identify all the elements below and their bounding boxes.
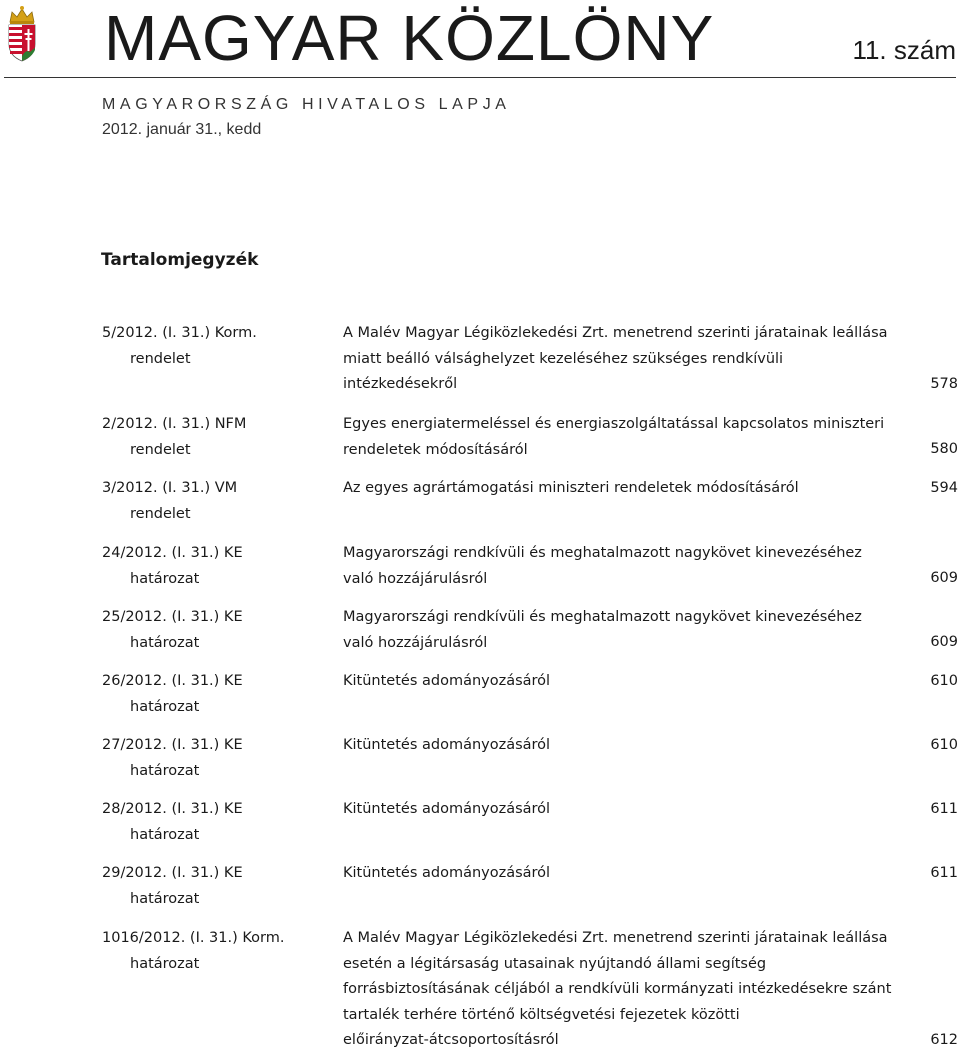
publication-subtitle: MAGYARORSZÁG HIVATALOS LAPJA	[102, 96, 511, 113]
toc-entry-number: 29/2012. (I. 31.) KE	[102, 865, 243, 881]
toc-heading: Tartalomjegyzék	[101, 250, 259, 270]
toc-entry-page: 580	[930, 441, 958, 457]
toc-entry-kind: határozat	[130, 570, 200, 587]
toc-entry-page: 611	[930, 801, 958, 817]
toc-entry-number: 25/2012. (I. 31.) KE	[102, 609, 243, 625]
toc-entry-page: 609	[930, 634, 958, 650]
toc-entry-title: Magyarországi rendkívüli és meghatalmazott nagykövet kinevezéséhez való hozzájárulásról	[343, 609, 862, 651]
toc-entry-kind: határozat	[130, 955, 200, 972]
toc-entry-title: Magyarországi rendkívüli és meghatalmazott nagykövet kinevezéséhez való hozzájárulásról	[343, 545, 862, 587]
toc-entry-type	[102, 476, 322, 527]
toc-entry-title: Egyes energiatermeléssel és energiaszolgáltatással kapcsolatos miniszteri rendeletek módosításáról	[343, 416, 885, 458]
toc-entry-title: A Malév Magyar Légiközlekedési Zrt. menetrend szerinti járatainak leállása miatt beálló válsághelyzet kezeléséhez szükséges rendkívüli intézkedésekről	[343, 325, 888, 392]
toc-entry-number: 5/2012. (I. 31.) Korm.	[102, 325, 257, 341]
toc-entry-title: Kitüntetés adományozásáról	[343, 801, 551, 817]
toc-entry-title: Kitüntetés adományozásáról	[343, 673, 551, 689]
toc-entry-page: 612	[930, 1032, 958, 1048]
publication-date: 2012. január 31., kedd	[102, 121, 262, 138]
toc-entry-page: 611	[930, 865, 958, 881]
toc-entry-page: 609	[930, 570, 958, 586]
toc-entry-type	[102, 926, 322, 977]
toc-entry-type	[102, 861, 322, 912]
toc-entry-kind: rendelet	[130, 441, 191, 458]
toc-entry-title: Kitüntetés adományozásáról	[343, 737, 551, 753]
toc-entry-kind: határozat	[130, 890, 200, 907]
toc-entry-kind: határozat	[130, 826, 200, 843]
toc-entry-page: 610	[930, 673, 958, 689]
toc-entry-title: A Malév Magyar Légiközlekedési Zrt. menetrend szerinti járatainak leállása esetén a légitársaság utasainak nyújtandó állami segítség forrásbiztosításának céljából a rendkívüli kormányzati intézkedésekre szánt tartalék terhére történő költségvetési fejezetek közötti előirányzat-átcsoportosításról	[343, 930, 892, 1048]
toc-entry-number: 27/2012. (I. 31.) KE	[102, 737, 243, 753]
toc-entry-page: 578	[930, 376, 958, 392]
toc-entry-number: 28/2012. (I. 31.) KE	[102, 801, 243, 817]
toc-entry-kind: határozat	[130, 698, 200, 715]
publication-title: MAGYAR KÖZLÖNY	[104, 2, 715, 74]
toc-entry-number: 24/2012. (I. 31.) KE	[102, 545, 243, 561]
toc-entry-type	[102, 669, 322, 720]
toc-entry-kind: határozat	[130, 634, 200, 651]
toc-entry-number: 2/2012. (I. 31.) NFM	[102, 416, 247, 432]
toc-entry-title: Kitüntetés adományozásáról	[343, 865, 551, 881]
toc-entry-type	[102, 541, 322, 592]
toc-entry-number: 3/2012. (I. 31.) VM	[102, 480, 238, 496]
toc-entry-number: 26/2012. (I. 31.) KE	[102, 673, 243, 689]
toc-entry-page: 594	[930, 480, 958, 496]
toc-entry-kind: rendelet	[130, 350, 191, 367]
toc-entry-type	[102, 733, 322, 784]
toc-entry-kind: rendelet	[130, 505, 191, 522]
toc-entry-type	[102, 321, 322, 372]
toc-entry-type	[102, 605, 322, 656]
toc-entry-number: 1016/2012. (I. 31.) Korm.	[102, 930, 285, 946]
toc-entry-type	[102, 797, 322, 848]
toc-entry-type	[102, 412, 322, 463]
toc-entry-title: Az egyes agrártámogatási miniszteri rendeletek módosításáról	[343, 480, 799, 496]
issue-number: 11. szám	[852, 35, 956, 65]
toc-entry-page: 610	[930, 737, 958, 753]
toc-entry-kind: határozat	[130, 762, 200, 779]
hungarian-coat-of-arms-icon	[4, 4, 40, 64]
header-divider	[4, 77, 956, 78]
